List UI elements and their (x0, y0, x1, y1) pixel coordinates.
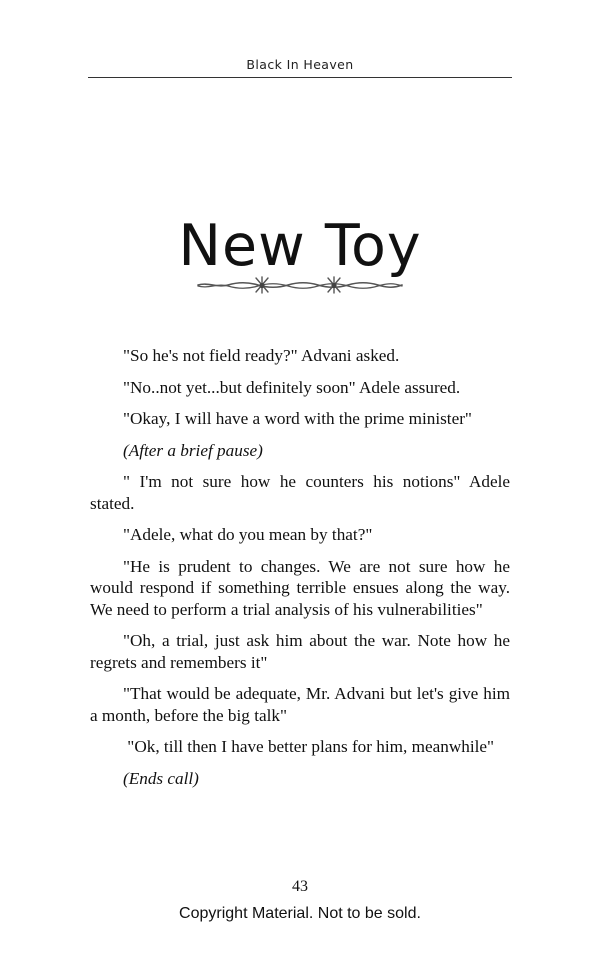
paragraph: "So he's not field ready?" Advani asked. (123, 346, 400, 365)
paragraph: " I'm not sure how he counters his notions" Adele stated. (90, 472, 510, 513)
paragraph: "He is prudent to changes. We are not sure how he would respond if something terrible ensues along the way. We need to perform a trial analysis of his vulnerabilities" (90, 556, 510, 619)
barbed-wire-divider-icon (196, 274, 404, 296)
chapter-body (90, 345, 510, 799)
header-rule (88, 77, 512, 78)
paragraph: "That would be adequate, Mr. Advani but let's give him a month, before the big talk" (90, 684, 510, 725)
stage-direction: (Ends call) (123, 768, 199, 788)
chapter-title: New Toy (178, 213, 422, 280)
paragraph: "No..not yet...but definitely soon" Adele assured. (123, 377, 461, 397)
paragraph: "Okay, I will have a word with the prime minister" (123, 409, 472, 428)
paragraph: "Adele, what do you mean by that?" (123, 525, 373, 544)
paragraph: "Ok, till then I have better plans for him, meanwhile" (123, 737, 495, 756)
running-header: Black In Heaven (246, 57, 354, 72)
page-number: 43 (292, 878, 308, 895)
copyright-notice: Copyright Material. Not to be sold. (179, 905, 421, 922)
paragraph: "Oh, a trial, just ask him about the war. Note how he regrets and remembers it" (90, 631, 510, 672)
stage-direction: (After a brief pause) (123, 440, 263, 460)
